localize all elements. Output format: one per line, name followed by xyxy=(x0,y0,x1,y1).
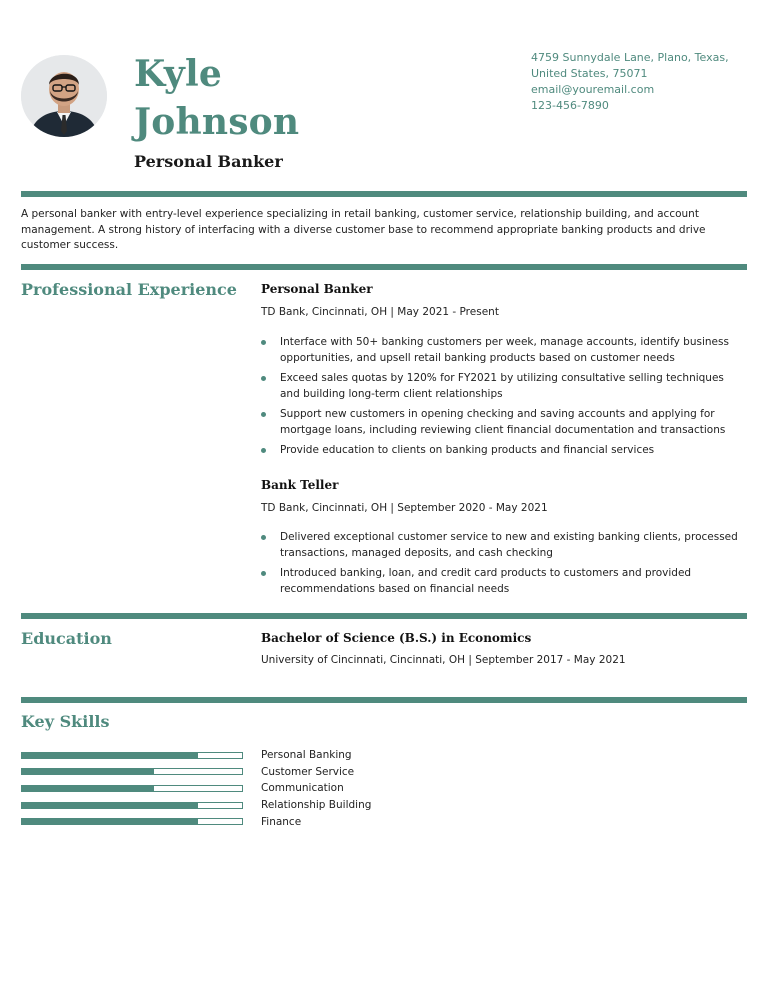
list-item xyxy=(261,406,741,438)
skill-label: Relationship Building xyxy=(261,799,372,812)
job-title-2: Bank Teller xyxy=(261,478,339,492)
skill-bar-fill xyxy=(22,769,154,774)
contact-block xyxy=(531,50,751,114)
list-item xyxy=(261,334,741,366)
address-line-1: 4759 Sunnydale Lane, Plano, Texas, xyxy=(531,51,729,64)
bullet-text: Provide education to clients on banking products and financial services xyxy=(280,444,655,456)
skill-bar xyxy=(21,818,243,825)
bullet-text: Interface with 50+ banking customers per week, manage accounts, identify business opportunities, and upsell retail banking products based on customer needs xyxy=(280,336,729,364)
job-meta-2: TD Bank, Cincinnati, OH | September 2020 - May 2021 xyxy=(261,502,548,514)
bullet-text: Introduced banking, loan, and credit card products to customers and provided recommendations based on financial needs xyxy=(280,567,692,595)
job-title: Personal Banker xyxy=(134,152,283,171)
bullet-icon xyxy=(261,340,266,345)
divider xyxy=(21,191,747,197)
skill-bar xyxy=(21,785,243,792)
bullet-icon xyxy=(261,571,266,576)
address-line-2: United States, 75071 xyxy=(531,67,648,80)
profile-photo xyxy=(21,55,107,137)
list-item xyxy=(261,529,741,561)
section-title-experience: Professional Experience xyxy=(21,280,237,299)
skill-bar xyxy=(21,752,243,759)
skill-label: Finance xyxy=(261,815,302,828)
degree-title: Bachelor of Science (B.S.) in Economics xyxy=(261,631,532,645)
list-item xyxy=(261,565,741,597)
skill-label: Personal Banking xyxy=(261,749,352,762)
skill-bar-fill xyxy=(22,819,198,824)
bullet-text: Exceed sales quotas by 120% for FY2021 by utilizing consultative selling techniques and building long-term client relationships xyxy=(280,372,724,400)
first-name: Kyle xyxy=(134,53,222,95)
person-photo-icon xyxy=(21,55,107,137)
job-1-bullets xyxy=(261,334,741,462)
list-item xyxy=(261,370,741,402)
skill-bar xyxy=(21,802,243,809)
job-title-1: Personal Banker xyxy=(261,282,373,296)
skill-label: Customer Service xyxy=(261,765,355,778)
skill-label: Communication xyxy=(261,782,344,795)
skill-row xyxy=(21,797,421,814)
bullet-icon xyxy=(261,376,266,381)
skill-bar xyxy=(21,768,243,775)
job-2-bullets xyxy=(261,529,741,601)
summary-text: A personal banker with entry-level experience specializing in retail banking, customer service, relationship building, and account management. A strong history of interfacing with a diverse customer base to recommend appropriate banking products and drive customer success. xyxy=(21,208,706,251)
skill-row xyxy=(21,764,421,781)
last-name: Johnson xyxy=(134,101,300,143)
bullet-icon xyxy=(261,448,266,453)
section-title-skills: Key Skills xyxy=(21,712,110,731)
skill-bar-fill xyxy=(22,753,198,758)
skill-bar-fill xyxy=(22,786,154,791)
bullet-icon xyxy=(261,535,266,540)
skill-row xyxy=(21,747,421,764)
job-meta-1: TD Bank, Cincinnati, OH | May 2021 - Present xyxy=(261,306,499,318)
skill-row xyxy=(21,780,421,797)
bullet-text: Support new customers in opening checking and saving accounts and applying for mortgage loans, including reviewing client financial documentation and transactions xyxy=(280,408,726,436)
divider xyxy=(21,697,747,703)
bullet-icon xyxy=(261,412,266,417)
email-link[interactable]: email@youremail.com xyxy=(531,83,655,96)
skill-row xyxy=(21,813,421,830)
skills-list xyxy=(21,747,421,830)
divider xyxy=(21,264,747,270)
phone-number: 123-456-7890 xyxy=(531,99,609,112)
skill-bar-fill xyxy=(22,803,198,808)
education-meta: University of Cincinnati, Cincinnati, OH | September 2017 - May 2021 xyxy=(261,654,626,666)
list-item xyxy=(261,442,741,458)
section-title-education: Education xyxy=(21,629,112,648)
divider xyxy=(21,613,747,619)
bullet-text: Delivered exceptional customer service to new and existing banking clients, processed transactions, managed deposits, and cash checking xyxy=(280,531,738,559)
